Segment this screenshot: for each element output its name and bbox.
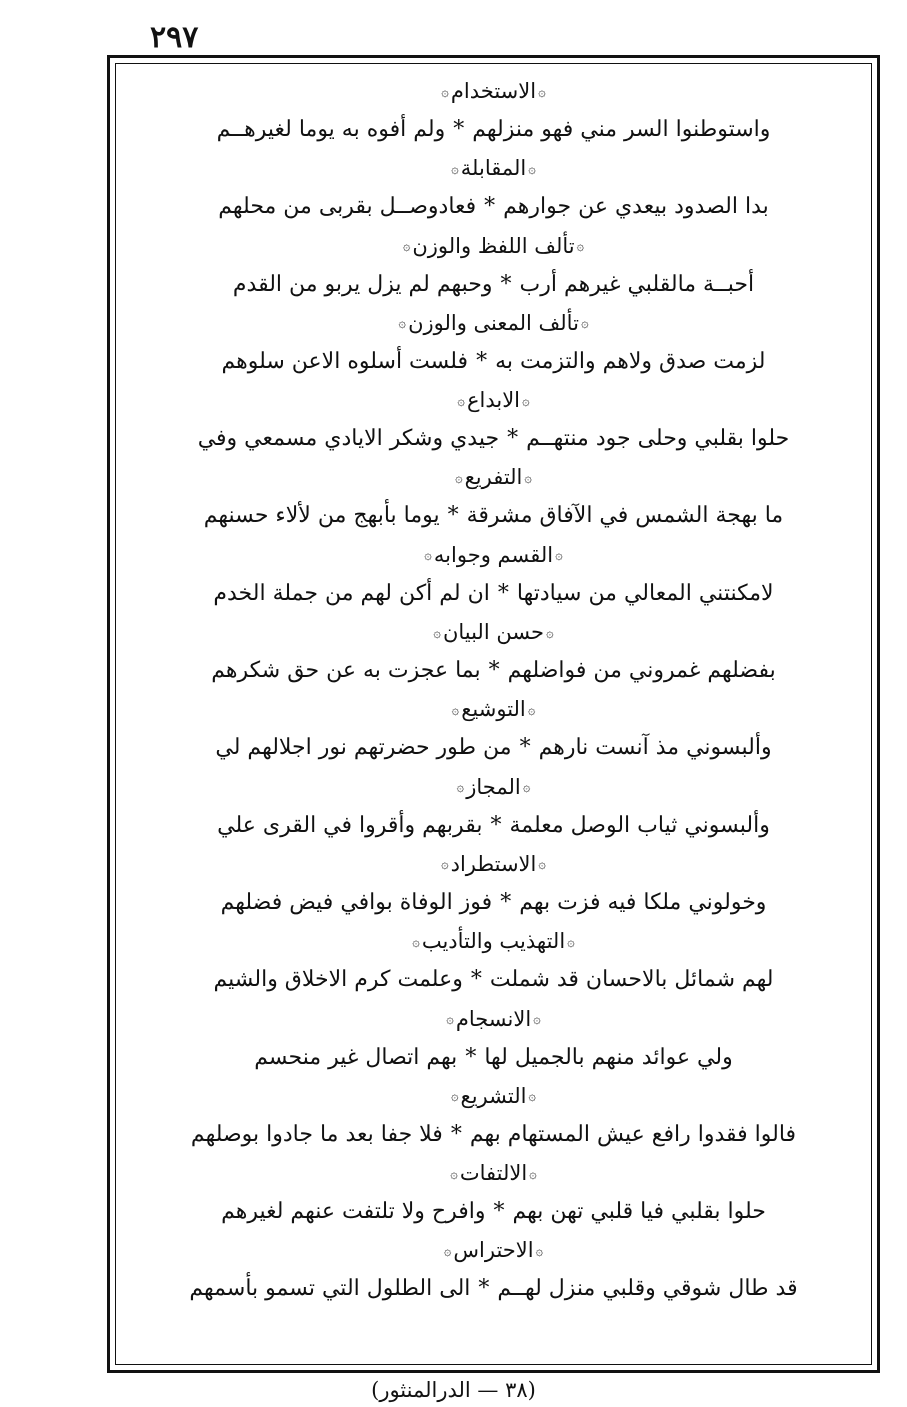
section-heading — [110, 694, 877, 724]
poem-entry — [110, 540, 877, 617]
verse-first-hemistich: فالوا فقدوا رافع عيش المستهام بهم — [469, 1121, 797, 1147]
poem-entry — [110, 1004, 877, 1081]
ornament-icon: ۞ — [450, 1089, 459, 1105]
ornament-icon: ۞ — [538, 857, 546, 873]
section-heading — [110, 308, 877, 338]
verse-first-hemistich: وألبسوني ثياب الوصل معلمة — [509, 812, 770, 838]
section-heading — [110, 231, 877, 261]
section-heading-text: التوشيع — [461, 697, 526, 722]
ornament-icon: ۞ — [535, 1243, 544, 1259]
star-separator-icon: * — [453, 117, 465, 142]
section-heading-text: التهذيب والتأديب — [421, 929, 566, 954]
ornament-icon: ۞ — [446, 1012, 454, 1028]
ornament-icon: ۞ — [450, 1166, 458, 1182]
section-heading-text: الالتفات — [459, 1161, 528, 1186]
verse-first-hemistich: ولي عوائد منهم بالجميل لها — [484, 1044, 733, 1070]
star-separator-icon: * — [507, 426, 519, 452]
verse-first-hemistich: لامكنتني المعالي من سيادتها — [516, 580, 774, 606]
ornament-icon: ۞ — [454, 470, 463, 486]
verse-line — [110, 344, 877, 380]
section-heading-text: حسن البيان — [442, 620, 545, 645]
ornament-icon: ۞ — [527, 702, 536, 718]
verse-line — [110, 808, 877, 844]
ornament-icon: ۞ — [528, 1089, 537, 1105]
verse-line — [110, 267, 877, 303]
ornament-icon: ۞ — [433, 625, 441, 641]
verse-line — [110, 653, 877, 689]
ornament-icon: ۞ — [567, 934, 575, 950]
ornament-icon: ۞ — [546, 625, 554, 641]
poem-entry — [110, 772, 877, 849]
section-heading-text: المجاز — [466, 774, 521, 799]
verse-second-hemistich: بما عجزت به عن حق شكرهم — [211, 658, 481, 684]
poem-entry — [110, 1235, 877, 1312]
star-separator-icon: * — [470, 967, 482, 993]
section-heading — [110, 462, 877, 492]
poem-entry — [110, 153, 877, 230]
section-heading — [110, 772, 877, 802]
star-separator-icon: * — [500, 889, 512, 915]
section-heading-text: الاستخدام — [450, 79, 537, 103]
ornament-icon: ۞ — [398, 316, 407, 332]
section-heading — [110, 1158, 877, 1188]
section-heading-text: المقابلة — [460, 156, 527, 181]
verse-first-hemistich: ما بهجة الشمس في الآفاق مشرقة — [466, 503, 784, 529]
section-heading-text: القسم وجوابه — [433, 542, 554, 567]
verse-line — [110, 1040, 877, 1076]
star-separator-icon: * — [478, 1276, 490, 1302]
section-heading — [110, 1004, 877, 1034]
ornament-icon: ۞ — [533, 1012, 541, 1028]
section-heading — [110, 926, 877, 956]
star-separator-icon: * — [450, 1121, 462, 1147]
ornament-icon: ۞ — [456, 780, 465, 796]
verse-second-hemistich: فعادوصــل بقربى من محلهم — [218, 194, 477, 220]
ornament-icon: ۞ — [451, 702, 460, 718]
section-heading-text: تألف اللفظ والوزن — [412, 233, 575, 258]
section-heading-text: تألف المعنى والوزن — [408, 310, 579, 335]
verse-line — [110, 112, 877, 148]
poem-entry — [110, 76, 877, 153]
verse-line — [110, 962, 877, 998]
poem-body — [110, 76, 877, 1313]
ornament-icon: ۞ — [524, 470, 533, 486]
star-separator-icon: * — [490, 812, 502, 838]
star-separator-icon: * — [493, 1199, 505, 1225]
verse-line — [110, 885, 877, 921]
section-heading — [110, 849, 877, 879]
verse-line — [110, 189, 877, 225]
star-separator-icon: * — [447, 503, 459, 529]
poem-entry — [110, 617, 877, 694]
verse-line — [110, 730, 877, 766]
verse-first-hemistich: بدا الصدود بيعدي عن جوارهم — [503, 194, 769, 220]
section-heading-text: التشريع — [460, 1083, 527, 1108]
poem-entry — [110, 849, 877, 926]
ornament-icon: ۞ — [441, 857, 449, 873]
section-heading-text: الانسجام — [455, 1006, 532, 1031]
section-heading — [110, 1081, 877, 1111]
verse-line — [110, 576, 877, 612]
poem-entry — [110, 462, 877, 539]
ornament-icon: ۞ — [451, 161, 459, 177]
poem-entry — [110, 1158, 877, 1235]
star-separator-icon: * — [476, 348, 488, 374]
poem-entry — [110, 694, 877, 771]
section-heading — [110, 617, 877, 647]
verse-first-hemistich: واستوطنوا السر مني فهو منزلهم — [472, 117, 771, 142]
ornament-icon: ۞ — [457, 393, 465, 409]
star-separator-icon: * — [519, 735, 531, 761]
ornament-icon: ۞ — [576, 239, 585, 255]
verse-second-hemistich: فلست أسلوه الاعن سلوهم — [221, 348, 469, 374]
verse-second-hemistich: جيدي وشكر الايادي مسمعي وفي — [197, 426, 500, 452]
section-heading — [110, 540, 877, 570]
ornament-icon: ۞ — [424, 548, 432, 564]
section-heading — [110, 1235, 877, 1265]
section-heading-text: الاحتراس — [453, 1238, 534, 1263]
ornament-icon: ۞ — [529, 1166, 537, 1182]
footer-signature: (٣٨ — الدرالمنثور) — [371, 1378, 536, 1402]
section-heading-text: التفريع — [464, 465, 523, 490]
poem-entry — [110, 926, 877, 1003]
ornament-icon: ۞ — [522, 393, 530, 409]
ornament-icon: ۞ — [441, 84, 449, 100]
page-number: ٢٩٧ — [150, 20, 199, 55]
verse-first-hemistich: أحبــة مالقلبي غيرهم أرب — [519, 271, 755, 297]
star-separator-icon: * — [465, 1044, 477, 1070]
verse-line — [110, 1194, 877, 1230]
poem-entry — [110, 308, 877, 385]
poem-entry — [110, 231, 877, 308]
verse-first-hemistich: لزمت صدق ولاهم والتزمت به — [495, 348, 766, 374]
section-heading — [110, 385, 877, 415]
verse-first-hemistich: لهم شمائل بالاحسان قد شملت — [489, 967, 774, 993]
verse-second-hemistich: وحبهم لم يزل يربو من القدم — [232, 271, 493, 297]
poem-entry — [110, 1081, 877, 1158]
ornament-icon: ۞ — [412, 934, 420, 950]
section-heading-text: الاستطراد — [450, 851, 537, 876]
verse-line — [110, 1117, 877, 1153]
verse-second-hemistich: يوما بأبهج من لألاء حسنهم — [203, 503, 440, 529]
verse-first-hemistich: حلوا بقلبي فيا قلبي تهن بهم — [512, 1199, 766, 1225]
section-heading — [110, 76, 877, 106]
ornament-icon: ۞ — [580, 316, 589, 332]
verse-second-hemistich: بهم اتصال غير منحسم — [254, 1044, 458, 1070]
section-heading — [110, 153, 877, 183]
verse-first-hemistich: وخولوني ملكا فيه فزت بهم — [519, 889, 767, 915]
ornament-icon: ۞ — [528, 161, 536, 177]
verse-second-hemistich: ان لم أكن لهم من جملة الخدم — [213, 580, 490, 606]
verse-first-hemistich: قد طال شوقي وقلبي منزل لهــم — [497, 1276, 798, 1302]
verse-second-hemistich: فوز الوفاة بوافي فيض فضلهم — [220, 889, 493, 915]
verse-line — [110, 498, 877, 534]
section-heading-text: الابداع — [466, 388, 521, 413]
verse-second-hemistich: بقربهم وأقروا في القرى علي — [217, 812, 483, 838]
verse-second-hemistich: الى الطلول التي تسمو بأسمهم — [189, 1276, 471, 1302]
verse-line — [110, 421, 877, 457]
ornament-icon: ۞ — [402, 239, 411, 255]
verse-first-hemistich: حلوا بقلبي وحلى جود منتهــم — [526, 426, 790, 452]
verse-second-hemistich: من طور حضرتهم نور اجلالهم لي — [215, 735, 512, 761]
verse-first-hemistich: وألبسوني مذ آنست نارهم — [538, 735, 772, 761]
verse-first-hemistich: بفضلهم غمروني من فواضلهم — [507, 658, 776, 684]
ornament-icon: ۞ — [538, 84, 546, 100]
ornament-icon: ۞ — [522, 780, 531, 796]
poem-entry — [110, 385, 877, 462]
verse-second-hemistich: ولم أفوه به يوما لغيرهــم — [216, 117, 446, 142]
verse-second-hemistich: فلا جفا بعد ما جادوا بوصلهم — [190, 1121, 443, 1147]
verse-second-hemistich: وافرح ولا تلتفت عنهم لغيرهم — [221, 1199, 486, 1225]
star-separator-icon: * — [488, 658, 500, 684]
ornament-icon: ۞ — [443, 1243, 452, 1259]
verse-line — [110, 1271, 877, 1307]
star-separator-icon: * — [497, 580, 509, 606]
star-separator-icon: * — [484, 194, 496, 220]
verse-second-hemistich: وعلمت كرم الاخلاق والشيم — [213, 967, 463, 993]
star-separator-icon: * — [500, 271, 512, 297]
ornament-icon: ۞ — [555, 548, 563, 564]
